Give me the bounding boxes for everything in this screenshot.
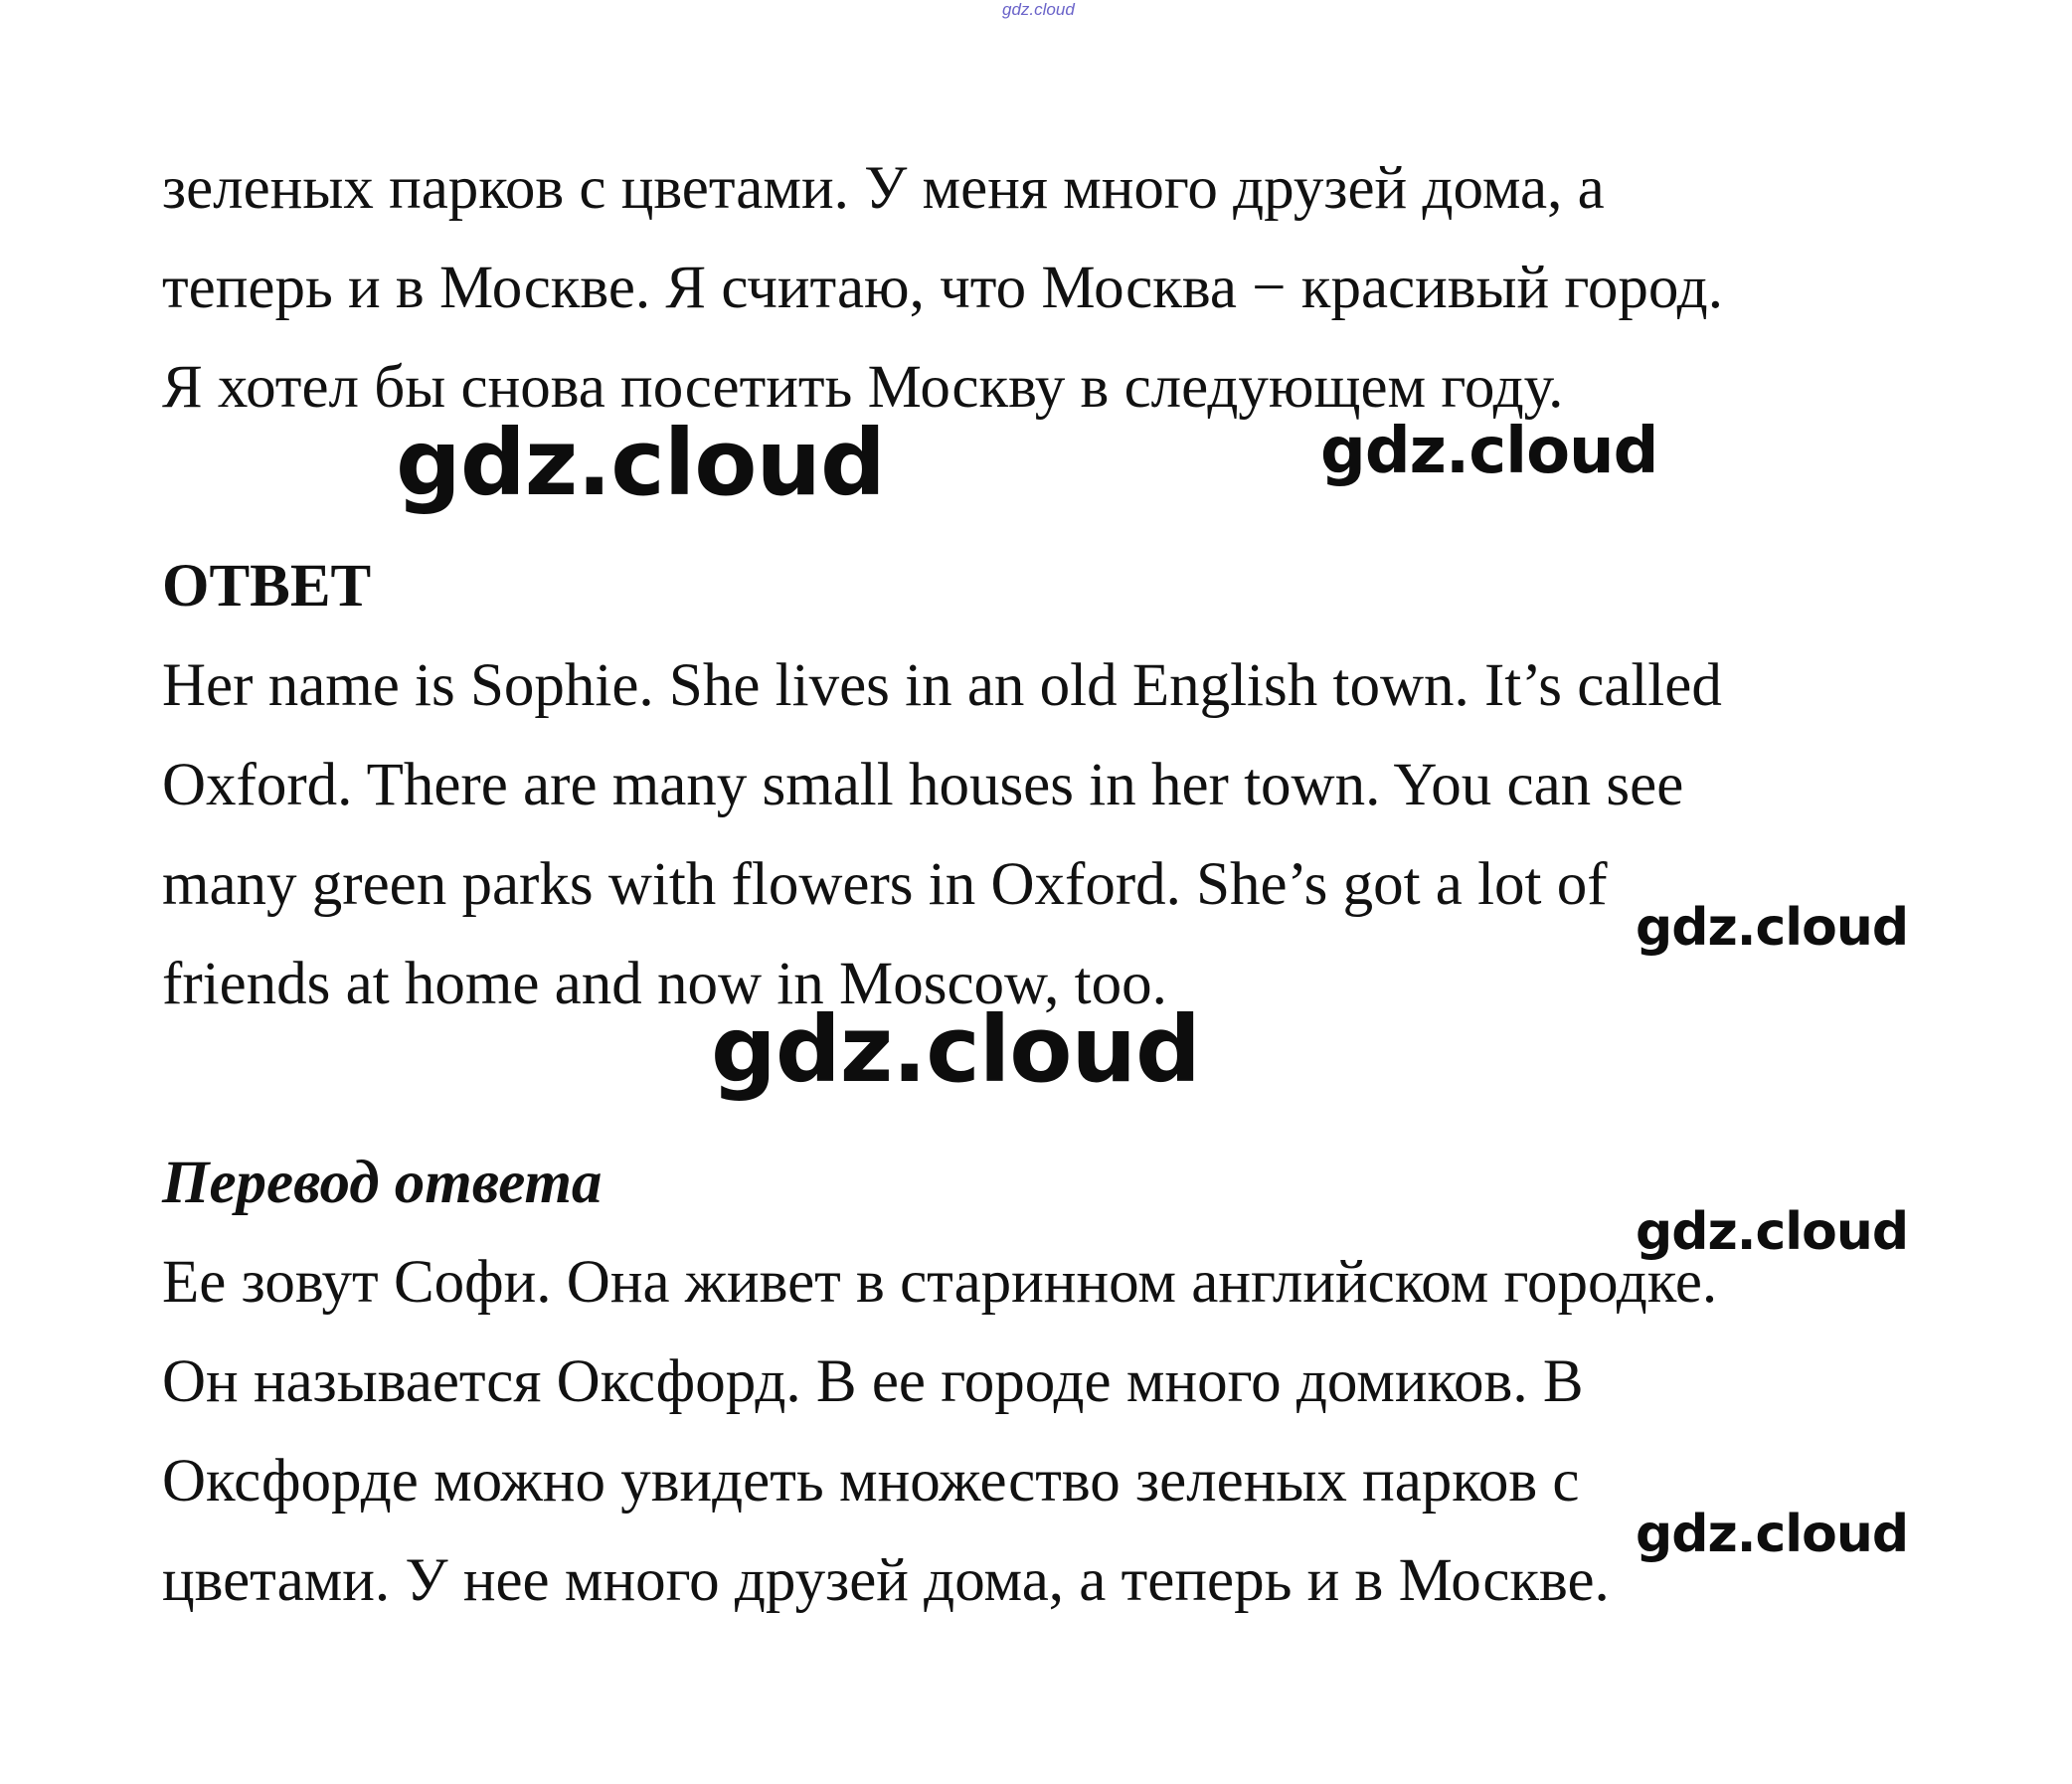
- intro-line-3: Я хотел бы снова посетить Москву в следующем году.: [162, 354, 1564, 421]
- intro-line-2: теперь и в Москве. Я считаю, что Москва − красивый город.: [162, 255, 1723, 321]
- watermark-1: gdz.cloud: [396, 410, 885, 516]
- watermark-2: gdz.cloud: [1320, 415, 1658, 488]
- watermark-3: gdz.cloud: [1636, 898, 1909, 958]
- translation-line-4: цветами. У нее много друзей дома, а теперь и в Москве.: [162, 1547, 1610, 1614]
- top-watermark: gdz.cloud: [1002, 0, 1075, 19]
- watermark-4: gdz.cloud: [711, 996, 1200, 1103]
- answer-line-3: many green parks with flowers in Oxford. She’s got a lot of: [162, 851, 1608, 918]
- intro-line-1: зеленых парков с цветами. У меня много друзей дома, а: [162, 155, 1605, 222]
- answer-heading: ОТВЕТ: [162, 553, 372, 620]
- translation-line-2: Он называется Оксфорд. В ее городе много домиков. В: [162, 1348, 1584, 1415]
- translation-heading: Перевод ответа: [162, 1150, 603, 1216]
- answer-line-2: Oxford. There are many small houses in her town. You can see: [162, 752, 1684, 818]
- answer-line-4: friends at home and now in Moscow, too.: [162, 951, 1167, 1017]
- translation-line-1: Ее зовут Софи. Она живет в старинном английском городке.: [162, 1249, 1718, 1316]
- watermark-5: gdz.cloud: [1636, 1202, 1909, 1262]
- watermark-6: gdz.cloud: [1636, 1505, 1909, 1564]
- translation-line-3: Оксфорде можно увидеть множество зеленых парков с: [162, 1448, 1580, 1515]
- answer-line-1: Her name is Sophie. She lives in an old English town. It’s called: [162, 652, 1722, 719]
